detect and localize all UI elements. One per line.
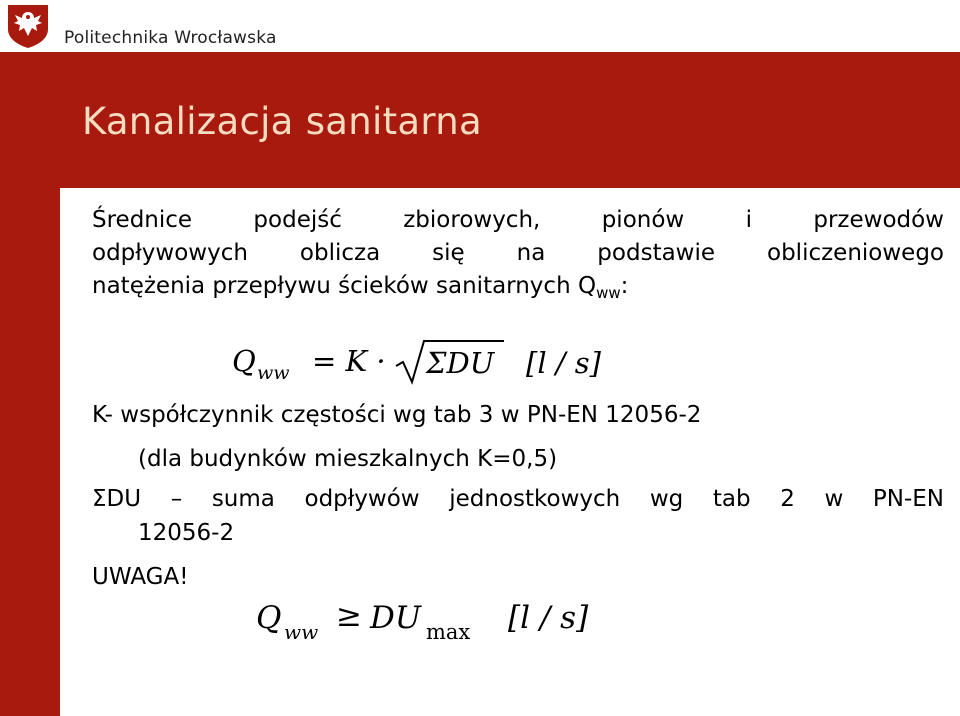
formula1-eq: = K · <box>312 344 386 378</box>
warning-label: UWAGA! <box>92 564 189 590</box>
formula2-du-sub: max <box>426 620 471 644</box>
top-bar <box>0 0 960 52</box>
formula1-sum: ΣDU <box>426 346 495 380</box>
intro-line-3-text: natężenia przepływu ścieków sanitarnych Q <box>92 273 597 299</box>
intro-line-1: Średnice podejść zbiorowych, pionów i przewodów <box>92 207 944 233</box>
du-definition-line-2: 12056-2 <box>138 520 235 546</box>
formula2-ge: ≥ <box>336 598 362 634</box>
slide-title: Kanalizacja sanitarna <box>82 100 482 143</box>
k-definition: K- współczynnik częstości wg tab 3 w PN-EN 12056-2 <box>92 402 702 428</box>
intro-subscript: ww <box>596 284 621 302</box>
intro-paragraph <box>92 204 944 303</box>
formula1-q: Q <box>232 344 256 378</box>
formula2-du: DU <box>370 600 421 636</box>
formula2-unit: [l / s] <box>508 600 589 636</box>
formula2-q-sub: ww <box>284 620 319 644</box>
intro-line-2: odpływowych oblicza się na podstawie obliczeniowego <box>92 240 944 266</box>
intro-line-3 <box>92 270 944 303</box>
du-definition-line-1: ΣDU – suma odpływów jednostkowych wg tab 2 w PN-EN <box>92 486 944 512</box>
formula2-q: Q <box>256 600 282 636</box>
formula1-unit: [l / s] <box>526 346 601 380</box>
intro-line-3-end: : <box>620 273 629 299</box>
formula1-q-sub: ww <box>257 362 290 384</box>
eagle-shield-icon <box>6 3 50 49</box>
k-note: (dla budynków mieszkalnych K=0,5) <box>138 446 558 472</box>
university-name: Politechnika Wrocławska <box>64 28 277 48</box>
